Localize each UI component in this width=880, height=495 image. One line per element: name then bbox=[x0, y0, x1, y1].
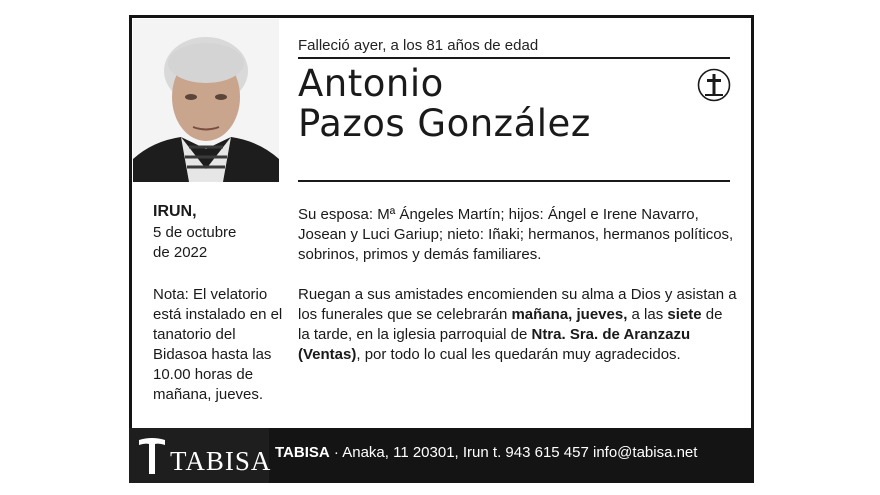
tabisa-logo-icon bbox=[137, 436, 167, 476]
funeral-text-4: , por todo lo cual les quedarán muy agradecidos. bbox=[356, 346, 681, 363]
logo-wordmark: TABISA bbox=[170, 446, 272, 476]
date-line-2: de 2022 bbox=[153, 244, 208, 261]
funeral-church: Ntra. Sra. de Aranzazu (Ventas) bbox=[298, 326, 691, 363]
funeral-text-1: Ruegan a sus amistades encomienden su alma a Dios y asistan a los funerales que se celebrarán bbox=[298, 286, 737, 323]
cross-icon bbox=[697, 68, 731, 102]
wake-note: Nota: El velatorio está instalado en el tanatorio del Bidasoa hasta las 10.00 horas de mañana, jueves. bbox=[153, 286, 283, 403]
funeral-text-2: a las bbox=[627, 306, 668, 323]
funeral-hour: siete bbox=[667, 306, 702, 323]
contact-details: · Anaka, 11 20301, Irun t. 943 615 457 info@tabisa.net bbox=[329, 444, 698, 461]
funeral-day: mañana, jueves, bbox=[511, 306, 628, 323]
deceased-first-name: Antonio bbox=[298, 62, 444, 105]
deceased-name bbox=[298, 64, 591, 144]
family-paragraph: Su esposa: Mª Ángeles Martín; hijos: Ángel e Irene Navarro, Josean y Luci Gariup; nieto: Iñaki; hermanos, hermanos políticos, sobrinos, primos y demás familiares. bbox=[298, 206, 734, 263]
top-divider bbox=[298, 57, 730, 59]
funeral-text-3: de la tarde, en la iglesia parroquial de bbox=[298, 306, 723, 343]
contact-brand: TABISA bbox=[275, 444, 330, 461]
contact-line bbox=[275, 444, 697, 461]
funeral-paragraph bbox=[298, 285, 738, 365]
portrait-photo bbox=[133, 19, 279, 182]
date-block bbox=[153, 223, 283, 263]
death-notice-lead: Falleció ayer, a los 81 años de edad bbox=[298, 37, 539, 54]
middle-divider bbox=[298, 180, 730, 182]
deceased-last-name: Pazos González bbox=[298, 102, 591, 145]
city-label: IRUN, bbox=[153, 203, 197, 220]
date-line-1: 5 de octubre bbox=[153, 224, 237, 241]
